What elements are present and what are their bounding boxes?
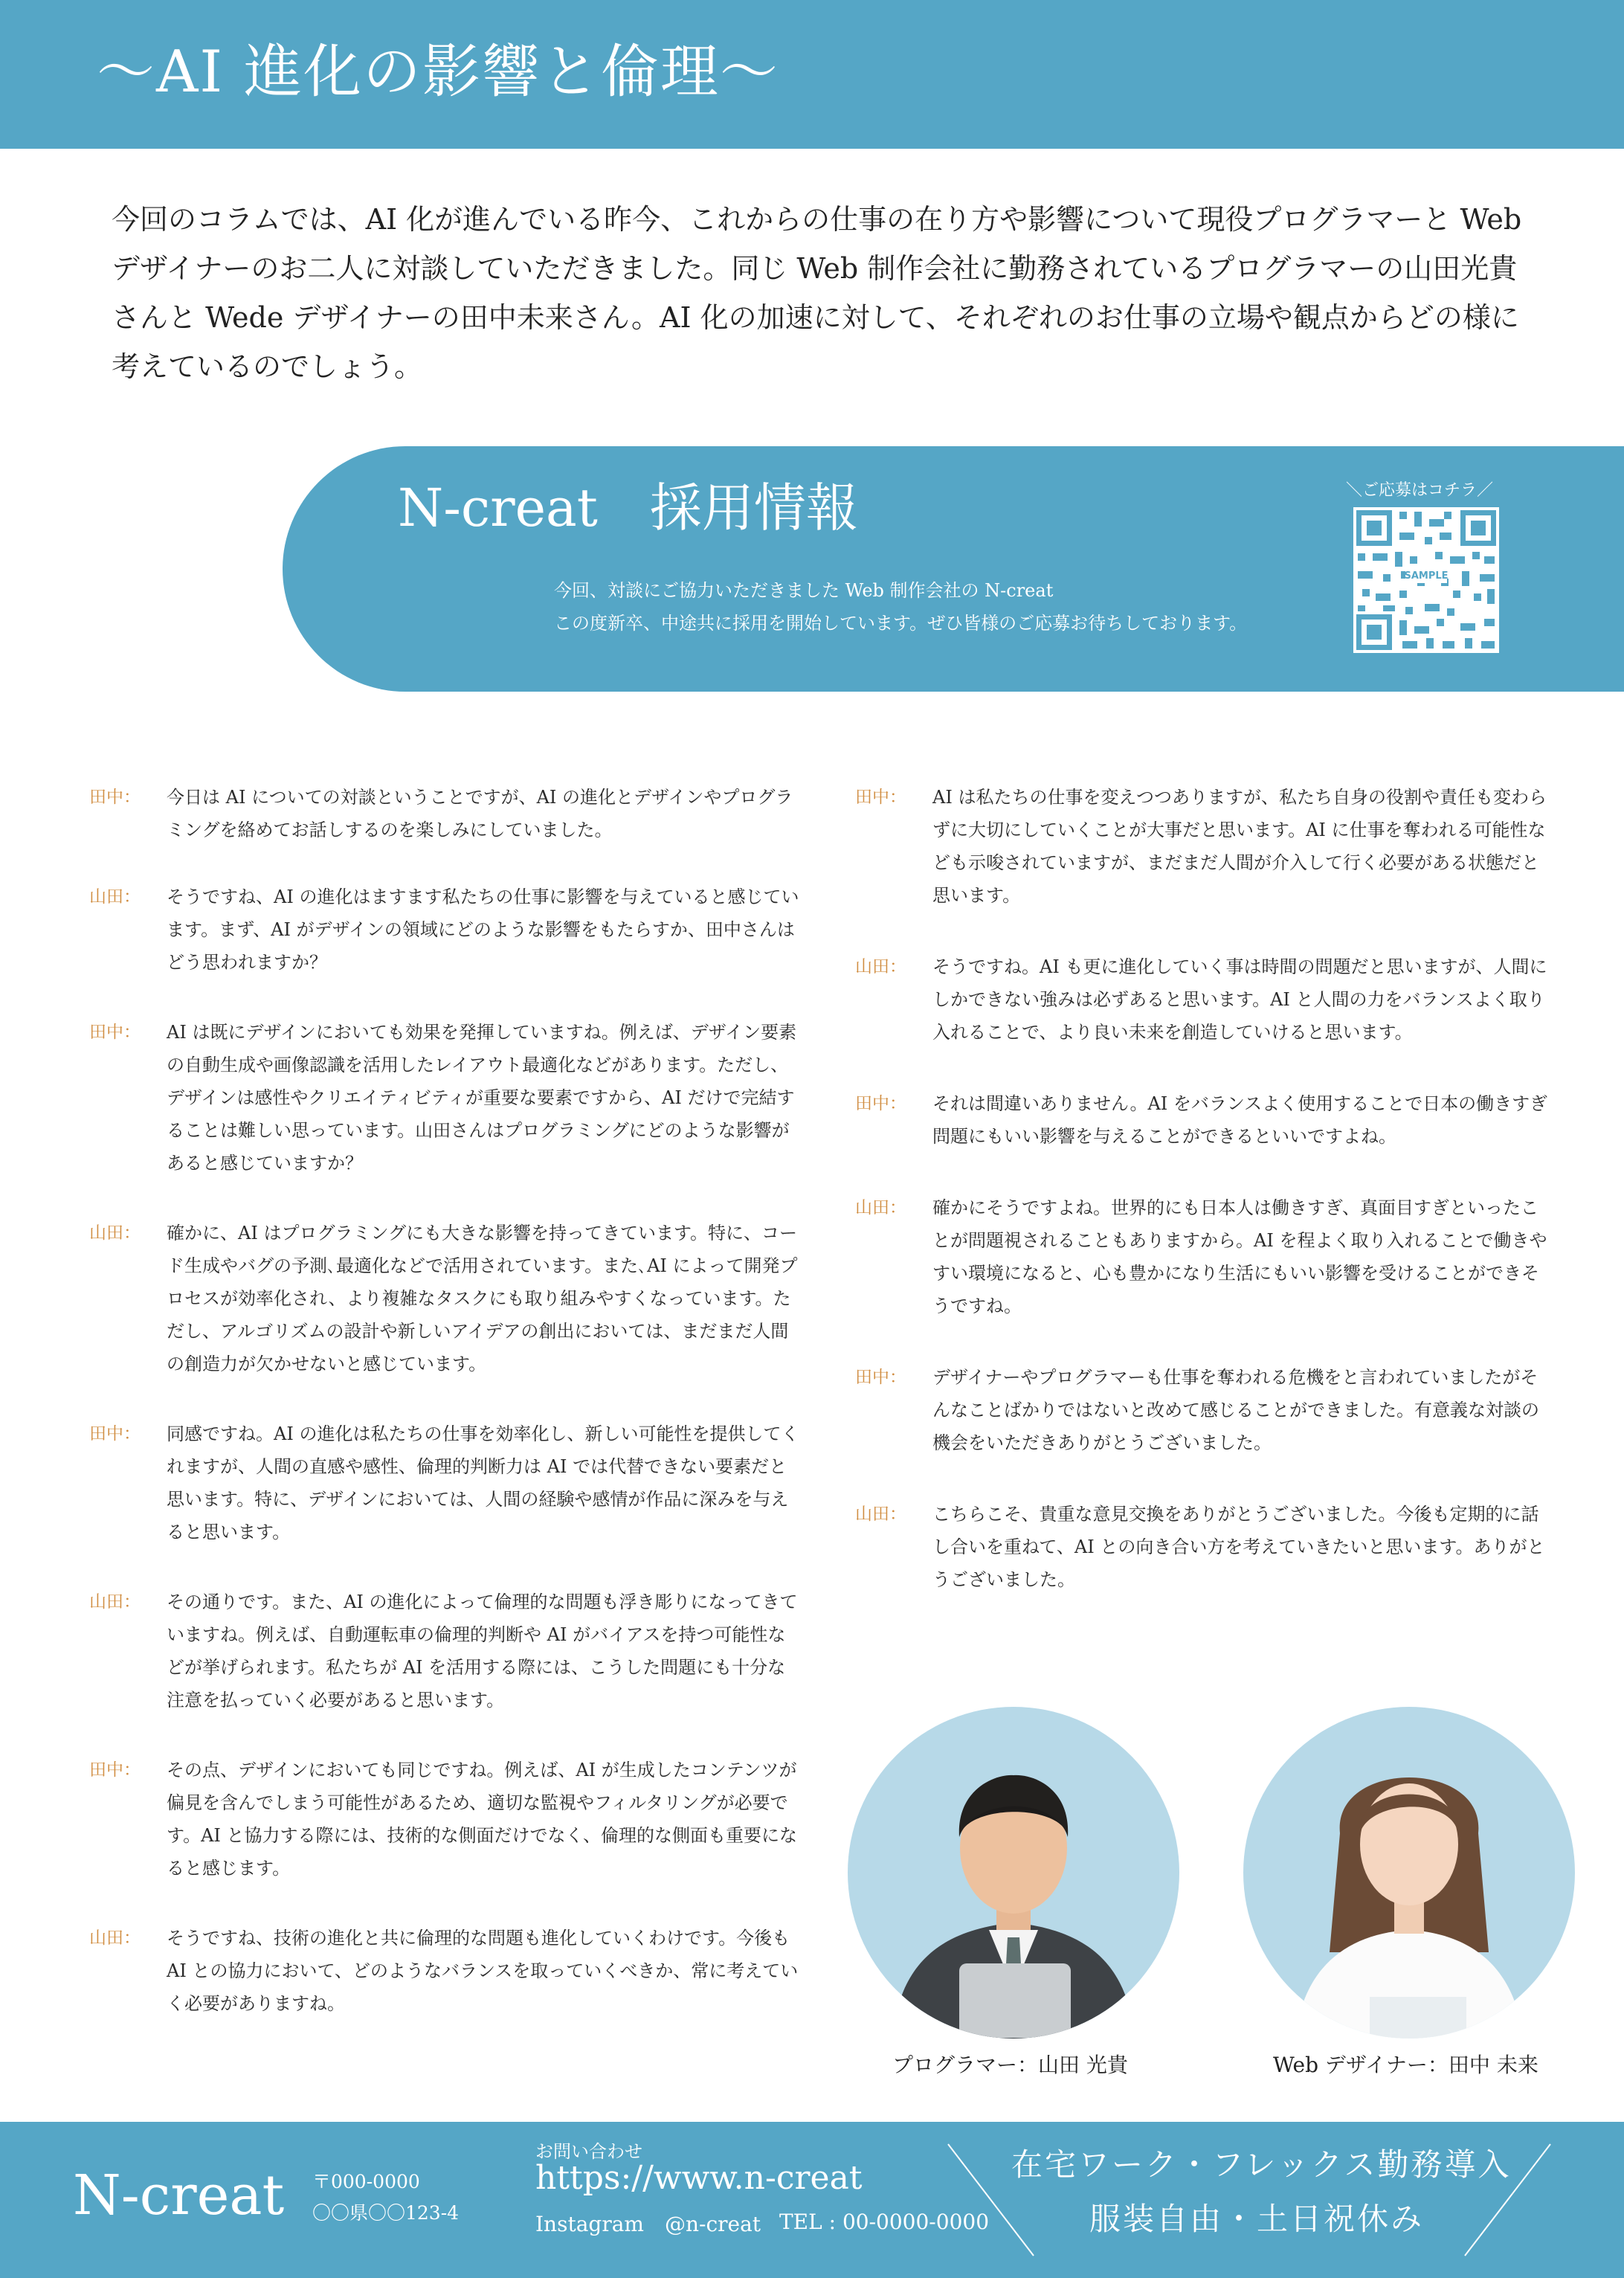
address-line: 〇〇県〇〇123-4 xyxy=(312,2202,460,2224)
dialogue-entry xyxy=(89,1016,803,1180)
speaker-label: 山田： xyxy=(89,1223,141,1243)
company-address xyxy=(312,2166,459,2229)
man-portrait-icon xyxy=(848,1707,1179,2039)
speaker-label: 山田： xyxy=(855,1198,906,1217)
dialogue-entry xyxy=(855,1498,1554,1596)
dialogue-entry xyxy=(855,950,1554,1049)
phone-number: TEL : 00-0000-0000 xyxy=(779,2210,990,2234)
recruit-banner xyxy=(283,446,1624,692)
tagline-benefits: 服装自由・土日祝休み xyxy=(1089,2201,1425,2237)
dialogue-entry xyxy=(89,1586,803,1716)
dialogue-entry xyxy=(89,1922,803,2020)
dialogue-entry xyxy=(89,881,803,979)
qr-caption: ＼ご応募はコチラ／ xyxy=(1346,481,1494,500)
qr-code-icon xyxy=(1353,507,1499,653)
speaker-label: 田中： xyxy=(89,1023,141,1042)
dialogue-left-column xyxy=(89,781,803,2020)
woman-portrait-icon xyxy=(1243,1707,1575,2039)
dialogue-text: 確かに、AI はプログラミングにも大きな影響を持ってきています。特に、コード生成やバグの予測､最適化などで活用されています。また､AI によって開発プロセスが効率化され、より複雑なタスクにも取り組みやすくなっています。ただし、アルゴリズムの設計や新しいアイデアの創出においては、まだまだ人間の創造力が欠かせないと感じています。 xyxy=(167,1223,798,1374)
speaker-label: 田中： xyxy=(855,1094,906,1113)
header-banner xyxy=(0,0,1624,149)
dialogue-text: 同感ですね。AI の進化は私たちの仕事を効率化し、新しい可能性を提供してくれますが、人間の直感や感性、倫理的判断力は AI では代替できない要素だと思います。特に、デザインにおいては、人間の経験や感情が作品に深みを与えると思います。 xyxy=(167,1423,799,1542)
dialogue-text: 今日は AI についての対談ということですが、AI の進化とデザインやプログラミングを絡めてお話しするのを楽しみにしていました。 xyxy=(167,787,793,840)
dialogue-entry xyxy=(89,1217,803,1380)
speaker-label: 田中： xyxy=(89,1760,141,1780)
tagline-work-style: 在宅ワーク・フレックス勤務導入 xyxy=(1011,2146,1512,2183)
dialogue-text: そうですね、AI の進化はますます私たちの仕事に影響を与えていると感じています。まず、AI がデザインの領域にどのような影響をもたらすか、田中さんはどう思われますか？ xyxy=(167,887,799,973)
instagram-link[interactable]: Instagram @n-creat xyxy=(535,2212,761,2236)
dialogue-text: そうですね。AI も更に進化していく事は時間の問題だと思いますが、人間にしかできない強みは必ずあると思います。AI と人間の力をバランスよく取り入れることで、より良い未来を創造していけると思います。 xyxy=(932,956,1547,1043)
page-title: 〜AI 進化の影響と倫理〜 xyxy=(97,39,779,106)
speaker-label: 山田： xyxy=(855,957,906,976)
programmer-photo xyxy=(848,1707,1179,2039)
speaker-label: 田中： xyxy=(855,788,906,807)
dialogue-text: デザイナーやプログラマーも仕事を奪われる危機をと言われていましたがそんなことばかりではないと改めて感じることができました。有意義な対談の機会をいただきありがとうございました。 xyxy=(932,1367,1539,1453)
dialogue-text: 確かにそうですよね。世界的にも日本人は働きすぎ、真面目すぎといったことが問題視されることもありますから。AI を程よく取り入れることで働きやすい環境になると、心も豊かになり生活にもいい影響を受けることができそうですね。 xyxy=(932,1197,1547,1316)
dialogue-entry xyxy=(89,1418,803,1548)
dialogue-right-column xyxy=(855,781,1554,1596)
website-link[interactable]: https://www.n-creat xyxy=(535,2159,863,2197)
dialogue-text: こちらこそ、貴重な意見交換をありがとうございました。今後も定期的に話し合いを重ねて、AI との向き合い方を考えていきたいと思います。ありがとうございました。 xyxy=(932,1504,1545,1590)
intro-paragraph: 今回のコラムでは、AI 化が進んでいる昨今、これからの仕事の在り方や影響について現役プログラマーと Web デザイナーのお二人に対談していただきました。同じ Web 制作会社に勤務されているプログラマーの山田光貴さんと Wede デザイナーの田中未来さん。AI 化の加速に対して、それぞれのお仕事の立場や観点からどの様に考えているのでしょう。 xyxy=(112,203,1522,383)
dialogue-entry xyxy=(89,1754,803,1885)
dialogue-text: その点、デザインにおいても同じですね。例えば、AI が生成したコンテンツが偏見を含んでしまう可能性があるため、適切な監視やフィルタリングが必要です。AI と協力する際には、技術的な側面だけでなく、倫理的な側面も重要になると感じます。 xyxy=(167,1760,798,1879)
company-logo: N-creat xyxy=(73,2163,285,2227)
dialogue-entry xyxy=(855,1087,1554,1153)
recruit-line-1: 今回、対談にご協力いただきました Web 制作会社の N-creat xyxy=(554,580,1054,601)
speaker-label: 田中： xyxy=(89,1424,141,1444)
dialogue-text: AI は既にデザインにおいても効果を発揮していますね。例えば、デザイン要素の自動生成や画像認識を活用したレイアウト最適化などがあります。ただし、デザインは感性やクリエイティビティが重要な要素ですから、AI だけで完結することは難しい思っています。山田さんはプログラミングにどのような影響があると感じていますか？ xyxy=(167,1022,797,1174)
designer-caption: Web デザイナー：田中 未来 xyxy=(1273,2053,1538,2077)
recruit-title: N-creat 採用情報 xyxy=(398,477,858,538)
dialogue-entry xyxy=(89,781,803,846)
dialogue-entry xyxy=(855,781,1554,912)
recruit-line-2: この度新卒、中途共に採用を開始しています。ぜひ皆様のご応募お待ちしております。 xyxy=(554,613,1248,634)
speaker-label: 山田： xyxy=(89,1592,141,1612)
speaker-label: 山田： xyxy=(89,887,141,907)
recruit-text xyxy=(554,574,1247,640)
dialogue-text: AI は私たちの仕事を変えつつありますが、私たち自身の役割や責任も変わらずに大切にしていくことが大事だと思います。AI に仕事を奪われる可能性なども示唆されていますが、まだまだ人間が介入して行く必要がある状態だと思います。 xyxy=(932,787,1547,906)
dialogue-entry xyxy=(855,1191,1554,1322)
speaker-label: 山田： xyxy=(89,1928,141,1948)
qr-sample-label: SAMPLE xyxy=(1404,570,1449,582)
designer-photo xyxy=(1243,1707,1575,2039)
dialogue-text: その通りです。また、AI の進化によって倫理的な問題も浮き彫りになってきていますね。例えば、自動運転車の倫理的判断や AI がバイアスを持つ可能性などが挙げられます。私たちが AI を活用する際には、こうした問題にも十分な注意を払っていく必要があると思います。 xyxy=(167,1592,798,1711)
postal-code: 〒000-0000 xyxy=(312,2171,420,2192)
footer xyxy=(0,2122,1624,2278)
dialogue-text: そうですね、技術の進化と共に倫理的な問題も進化していくわけです。今後も AI との協力において、どのようなバランスを取っていくべきか、常に考えていく必要がありますね。 xyxy=(167,1928,799,2014)
dialogue-text: それは間違いありません。AI をバランスよく使用することで日本の働きすぎ問題にもいい影響を与えることができるといいですよね。 xyxy=(932,1093,1548,1147)
speaker-label: 山田： xyxy=(855,1505,906,1524)
speaker-label: 田中： xyxy=(855,1368,906,1387)
dialogue-entry xyxy=(855,1361,1554,1459)
contact-label: お問い合わせ xyxy=(535,2141,642,2162)
programmer-caption: プログラマー：山田 光貴 xyxy=(892,2053,1128,2077)
speaker-label: 田中： xyxy=(89,788,141,807)
qr-code[interactable] xyxy=(1353,507,1499,653)
